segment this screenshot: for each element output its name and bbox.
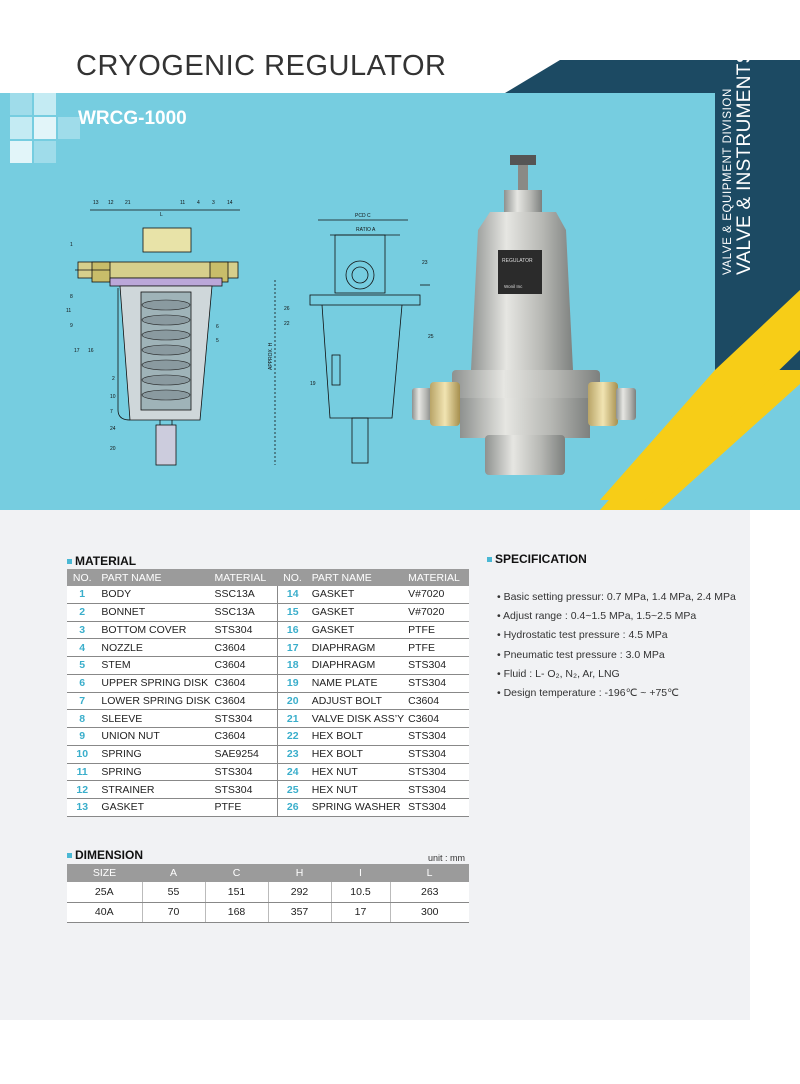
heading-marker-icon [67, 559, 72, 564]
svg-text:8: 8 [70, 294, 73, 300]
svg-text:9: 9 [70, 323, 73, 329]
spec-item: • Pneumatic test pressure : 3.0 MPa [497, 648, 665, 661]
table-row: 5 STEM C3604 18 DIAPHRAGM STS304 [67, 657, 469, 675]
svg-text:PCD C: PCD C [355, 213, 371, 219]
spec-item: • Basic setting pressur: 0.7 MPa, 1.4 MPa, 2.4 MPa [497, 591, 736, 603]
table-row: 2 BONNET SSC13A 15 GASKET V#7020 [67, 603, 469, 621]
svg-text:11: 11 [66, 308, 72, 314]
svg-text:21: 21 [125, 200, 131, 206]
table-header-row: SIZE A C H I L [67, 864, 469, 882]
table-row: 7 LOWER SPRING DISK C3604 20 ADJUST BOLT C3604 [67, 692, 469, 710]
dimension-heading: DIMENSION [67, 848, 143, 862]
table-row: 4 NOZZLE C3604 17 DIAPHRAGM PTFE [67, 639, 469, 657]
svg-text:13: 13 [93, 200, 99, 206]
table-row: 6 UPPER SPRING DISK C3604 19 NAME PLATE STS304 [67, 674, 469, 692]
model-number: WRCG-1000 [78, 108, 187, 129]
table-row: 9 UNION NUT C3604 22 HEX BOLT STS304 [67, 728, 469, 746]
svg-text:16: 16 [88, 348, 94, 354]
svg-text:7: 7 [110, 409, 113, 415]
division-label: VALVE & EQUIPMENT DIVISION VALVE & INSTRUMENTS [722, 50, 755, 275]
drawing-callouts [66, 200, 434, 452]
svg-text:REGULATOR: REGULATOR [502, 258, 533, 264]
svg-text:26: 26 [284, 306, 290, 312]
svg-text:L: L [160, 212, 163, 218]
table-row: 10 SPRING SAE9254 23 HEX BOLT STS304 [67, 745, 469, 763]
svg-text:23: 23 [422, 260, 428, 266]
svg-text:5: 5 [216, 338, 219, 344]
svg-text:APPROX. H: APPROX. H [268, 342, 274, 370]
svg-text:11: 11 [180, 200, 186, 206]
svg-text:12: 12 [108, 200, 114, 206]
svg-text:24: 24 [110, 426, 116, 432]
material-table [67, 569, 469, 817]
page-title: CRYOGENIC REGULATOR [76, 50, 447, 82]
table-row: 40A 70 168 357 17 300 [67, 902, 469, 923]
material-heading: MATERIAL [67, 554, 136, 568]
table-row: 8 SLEEVE STS304 21 VALVE DISK ASS’Y C3604 [67, 710, 469, 728]
table-row: 25A 55 151 292 10.5 263 [67, 882, 469, 902]
table-row: 11 SPRING STS304 24 HEX NUT STS304 [67, 763, 469, 781]
unit-label: unit : mm [428, 853, 466, 863]
dimension-table [67, 864, 469, 923]
table-row: 3 BOTTOM COVER STS304 16 GASKET PTFE [67, 621, 469, 639]
svg-text:2: 2 [112, 376, 115, 382]
spec-item: • Design temperature : -196℃ ~ +75℃ [497, 687, 679, 700]
svg-text:RATIO A: RATIO A [356, 227, 376, 233]
svg-text:10: 10 [110, 394, 116, 400]
svg-text:14: 14 [227, 200, 233, 206]
spec-item: • Fluid : L- O₂, N₂, Ar, LNG [497, 667, 620, 680]
specification-list [497, 588, 736, 703]
heading-marker-icon [487, 557, 492, 562]
table-row: 12 STRAINER STS304 25 HEX NUT STS304 [67, 781, 469, 799]
svg-text:6: 6 [216, 324, 219, 330]
heading-marker-icon [67, 853, 72, 858]
table-row: 13 GASKET PTFE 26 SPRING WASHER STS304 [67, 799, 469, 817]
specification-heading: SPECIFICATION [487, 552, 587, 566]
svg-text:3: 3 [212, 200, 215, 206]
product-photo [400, 150, 650, 480]
svg-text:4: 4 [197, 200, 200, 206]
svg-text:17: 17 [74, 348, 80, 354]
svg-text:20: 20 [110, 446, 116, 452]
spec-item: • Adjust range : 0.4~1.5 MPa, 1.5~2.5 MPa [497, 610, 697, 623]
svg-text:Wonil Inc: Wonil Inc [504, 284, 523, 289]
svg-text:25: 25 [428, 334, 434, 340]
table-header-row: NO. PART NAME MATERIAL NO. PART NAME MATERIAL [67, 569, 469, 586]
svg-text:22: 22 [284, 321, 290, 327]
svg-text:19: 19 [310, 381, 316, 387]
svg-text:1: 1 [70, 242, 73, 248]
spec-item: • Hydrostatic test pressure : 4.5 MPa [497, 629, 668, 642]
table-row: 1 BODY SSC13A 14 GASKET V#7020 [67, 586, 469, 603]
